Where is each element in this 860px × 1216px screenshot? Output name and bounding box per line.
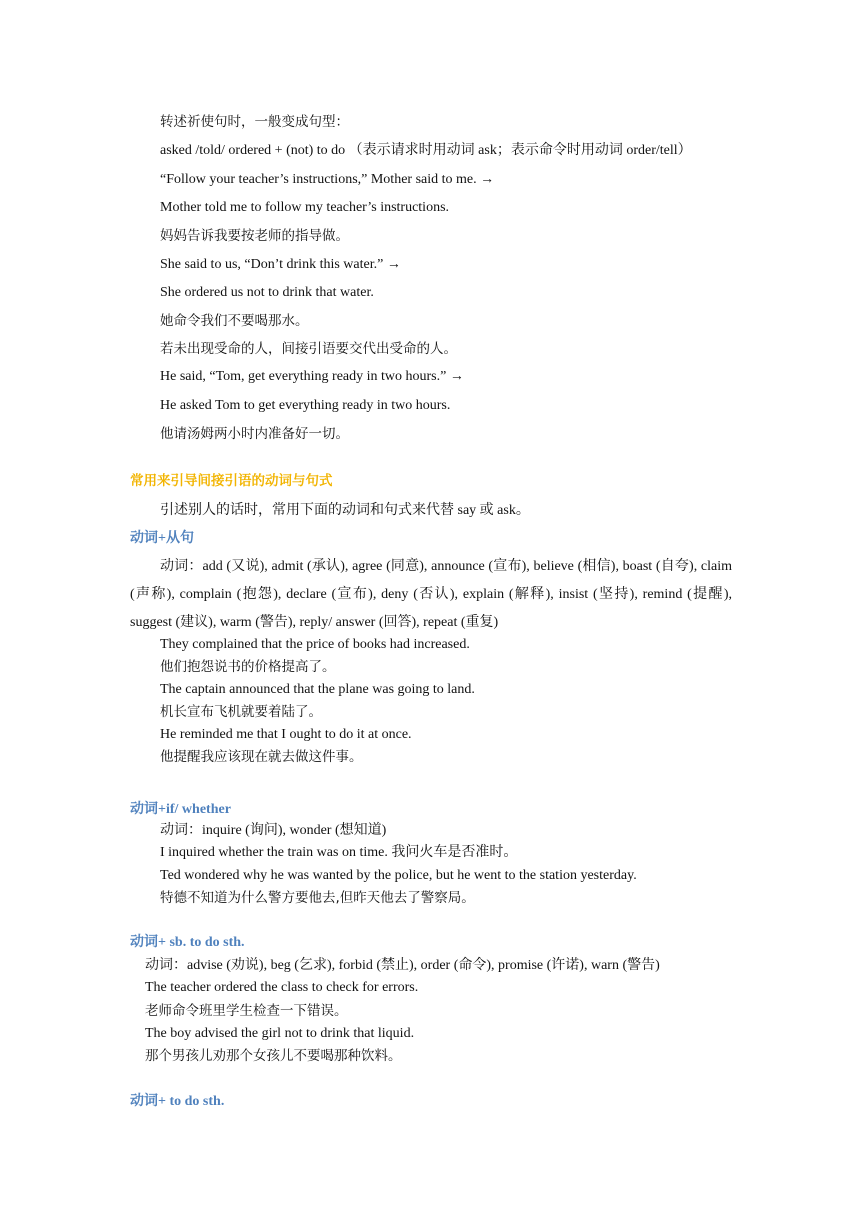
text-line: 动词：inquire (询问), wonder (想知道) [160, 823, 387, 838]
text-line: 转述祈使句时，一般变成句型： [160, 114, 349, 130]
example-line: 那个男孩儿劝那个女孩儿不要喝那种饮料。 [145, 1048, 402, 1064]
text-line: 她命令我们不要喝那水。 [160, 313, 309, 329]
section-heading: 常用来引导间接引语的动词与句式 [130, 473, 333, 489]
text-line: asked /told/ ordered + (not) to do （表示请求时用动词 ask；表示命令时用动词 order/tell） [160, 143, 692, 158]
example-line: He reminded me that I ought to do it at once. [160, 727, 412, 742]
example-line: 老师命令班里学生检查一下错误。 [145, 1003, 348, 1019]
example-line: 机长宣布飞机就要着陆了。 [160, 704, 322, 720]
example-line: 特德不知道为什么警方要他去,但昨天他去了警察局。 [160, 890, 475, 906]
example-line: Ted wondered why he was wanted by the police, but he went to the station yesterday. [160, 868, 637, 883]
example-line: I inquired whether the train was on time. 我问火车是否准时。 [160, 845, 518, 860]
text-line: 若未出现受命的人，间接引语要交代出受命的人。 [160, 341, 457, 357]
text-line: He asked Tom to get everything ready in two hours. [160, 398, 451, 413]
example-line: The boy advised the girl not to drink that liquid. [145, 1026, 415, 1041]
text-line: He said, “Tom, get everything ready in two hours.” → [160, 369, 464, 384]
example-line: The teacher ordered the class to check for errors. [145, 980, 419, 995]
text-line: 妈妈告诉我要按老师的指导做。 [160, 228, 349, 244]
example-line: They complained that the price of books had increased. [160, 637, 470, 652]
text-line: 动词：advise (劝说), beg (乞求), forbid (禁止), order (命令), promise (许诺), warn (警告) [145, 958, 660, 973]
text-line: “Follow your teacher’s instructions,” Mother said to me. → [160, 172, 495, 187]
text-line: 引述别人的话时，常用下面的动词和句式来代替 say 或 ask。 [160, 503, 530, 518]
text-line: She ordered us not to drink that water. [160, 285, 374, 300]
text-line: Mother told me to follow my teacher’s instructions. [160, 200, 450, 215]
example-line: The captain announced that the plane was going to land. [160, 682, 475, 697]
section-heading: 动词+if/ whether [130, 802, 231, 817]
example-line: 他们抱怨说书的价格提高了。 [160, 659, 336, 675]
section-heading: 动词+ sb. to do sth. [130, 935, 245, 950]
text-line: She said to us, “Don’t drink this water.” → [160, 257, 401, 272]
example-line: 他提醒我应该现在就去做这件事。 [160, 749, 363, 765]
text-line: 他请汤姆两小时内准备好一切。 [160, 426, 349, 442]
section-heading: 动词+从句 [130, 531, 194, 546]
section-heading: 动词+ to do sth. [130, 1094, 225, 1109]
verb-list-paragraph: 动词：add (又说), admit (承认), agree (同意), announce (宣布), believe (相信), boast (自夸), claim (声称), complain (抱怨), declare (宣布), deny (否认), explain (解释), insist (坚持), remind (提醒), suggest (建议), warm (警告), reply/ answer (回答), repeat (重复) [130, 559, 732, 630]
